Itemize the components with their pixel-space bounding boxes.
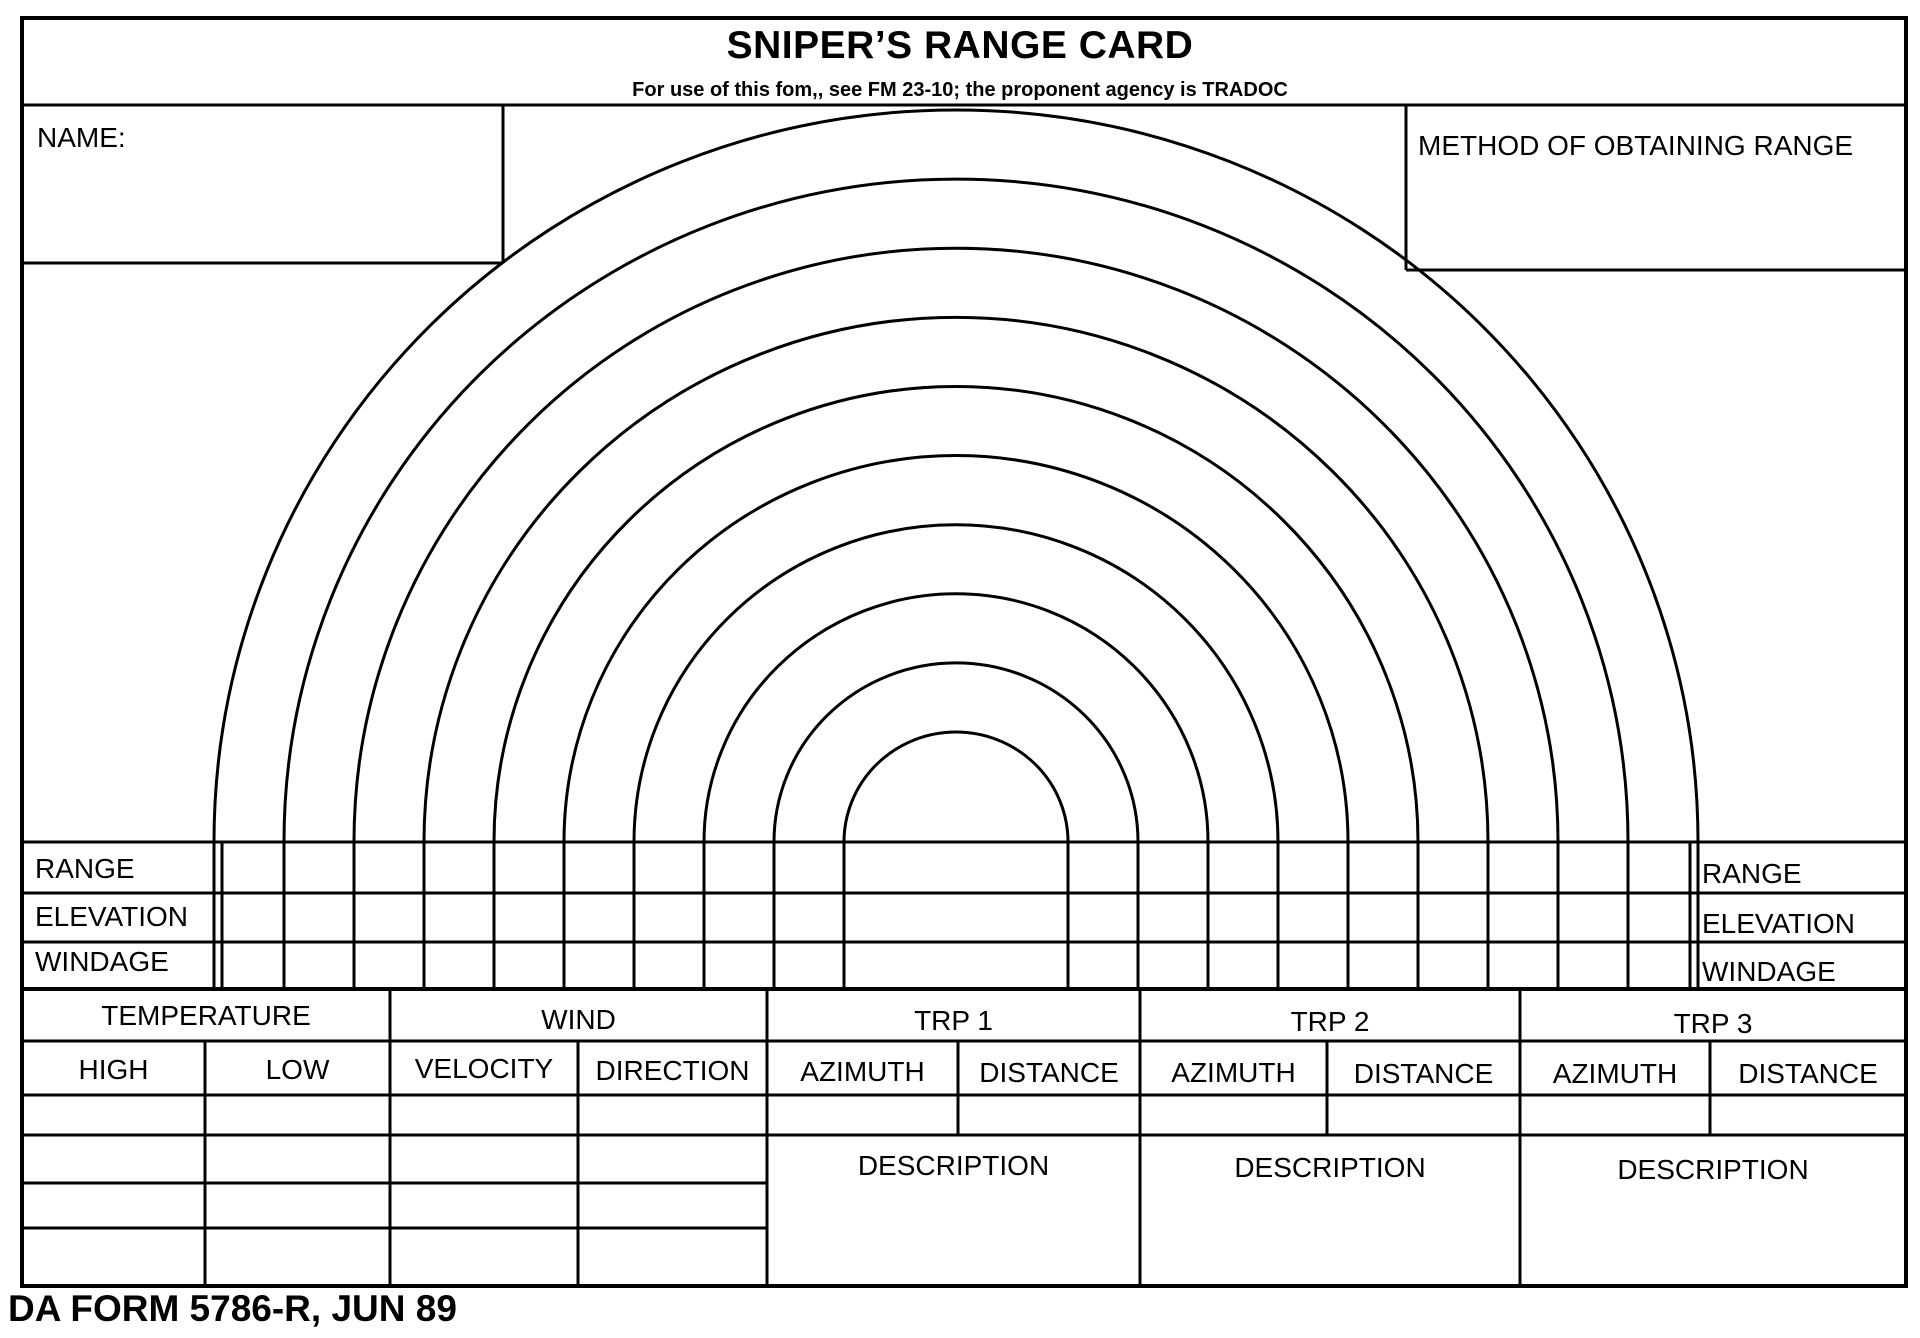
range-ring-8: [354, 248, 1558, 842]
trp1-description-header: DESCRIPTION: [857, 1150, 1050, 1181]
elevation-label-left: ELEVATION: [35, 901, 189, 932]
windage-label-right: WINDAGE: [1702, 956, 1836, 987]
range-ring-9: [284, 179, 1628, 842]
range-rings: [214, 110, 1698, 842]
high-header: HIGH: [78, 1054, 149, 1085]
range-ring-5: [564, 456, 1348, 842]
range-grid-columns: [214, 842, 1698, 989]
range-ring-3: [704, 594, 1208, 842]
trp1-header: TRP 1: [914, 1005, 993, 1036]
trp2-azimuth-header: AZIMUTH: [1171, 1057, 1296, 1088]
trp2-description-header: DESCRIPTION: [1234, 1152, 1426, 1183]
direction-header: DIRECTION: [595, 1055, 750, 1086]
range-ring-2: [774, 663, 1138, 842]
trp2-header: TRP 2: [1290, 1006, 1370, 1037]
form-subtitle: For use of this fom,, see FM 23-10; the proponent agency is TRADOC: [632, 79, 1288, 101]
name-label: NAME:: [37, 122, 126, 153]
trp3-description-header: DESCRIPTION: [1617, 1154, 1809, 1185]
velocity-header: VELOCITY: [414, 1053, 554, 1084]
range-ring-7: [424, 317, 1488, 842]
trp2-distance-header: DISTANCE: [1353, 1058, 1494, 1089]
wind-header: WIND: [541, 1004, 616, 1035]
range-label-left: RANGE: [35, 853, 135, 884]
temperature-header: TEMPERATURE: [101, 1000, 311, 1031]
form-number: DA FORM 5786-R, JUN 89: [8, 1288, 457, 1329]
trp3-header: TRP 3: [1673, 1008, 1753, 1039]
elevation-label-right: ELEVATION: [1702, 908, 1856, 939]
range-ring-4: [634, 525, 1278, 842]
trp3-azimuth-header: AZIMUTH: [1552, 1058, 1678, 1089]
form-title: SNIPER’S RANGE CARD: [726, 24, 1194, 67]
range-label-right: RANGE: [1702, 858, 1802, 889]
windage-label-left: WINDAGE: [35, 946, 169, 977]
trp1-distance-header: DISTANCE: [979, 1057, 1119, 1088]
trp3-distance-header: DISTANCE: [1738, 1058, 1878, 1089]
method-label: METHOD OF OBTAINING RANGE: [1418, 130, 1854, 161]
low-header: LOW: [265, 1054, 330, 1085]
range-ring-1: [844, 732, 1068, 842]
trp1-azimuth-header: AZIMUTH: [800, 1056, 925, 1087]
